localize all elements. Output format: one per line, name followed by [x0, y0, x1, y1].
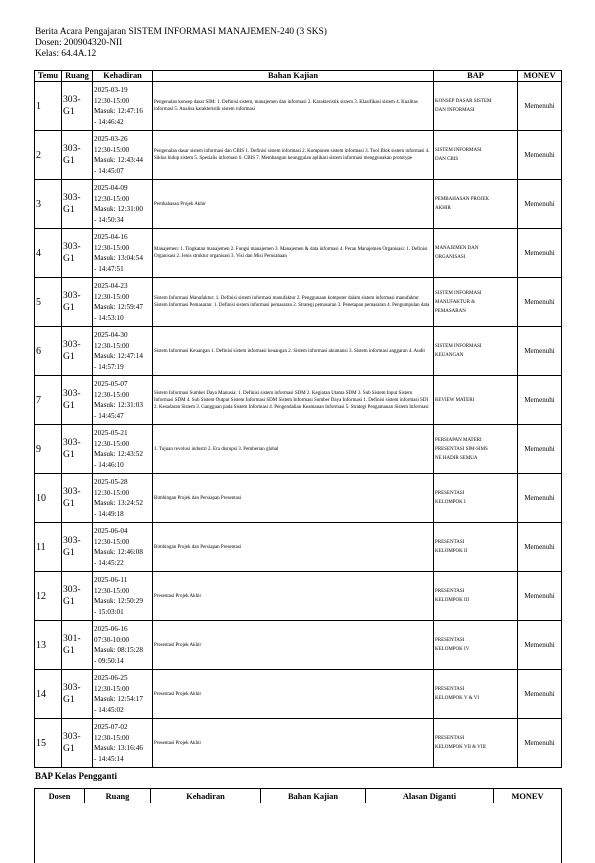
course-material: Presentasi Projek Akhir [153, 670, 434, 719]
course-material: Presentasi Projek Akhir [153, 572, 434, 621]
substitute-header-row [35, 789, 562, 804]
room-cell [62, 719, 93, 768]
attendance-line: 2025-07-02 [94, 723, 128, 731]
room-cell [62, 82, 93, 131]
table-row [35, 327, 562, 376]
attendance-cell [93, 131, 153, 180]
bap-cell [434, 327, 518, 376]
bap-cell [434, 670, 518, 719]
room-line: G1 [63, 400, 75, 411]
monev-status: Memenuhi [518, 82, 562, 131]
attendance-line: Masuk: 12:31:00 [94, 205, 143, 213]
course-material: Pengenalan dasar sistem informasi dan CBIS 1. Definisi sistem informasi 2. Komponen sistem informasi 3. Tool Blok sistem informasi 4. Siklus hidup sistem 5. Spesialis informasi 6. CBIS 7. Membangun keunggulan aplikasi sistem informasi menggunakan prototype [153, 131, 434, 180]
course-material: Bimbingan Projek dan Persiapan Presentasi [153, 474, 434, 523]
attendance-line: - 14:53:10 [94, 313, 124, 322]
bap-line: MANUFAKTUR & [435, 299, 476, 305]
attendance-line: 12:30-15:00 [94, 243, 130, 252]
meeting-number: 1 [35, 82, 62, 131]
attendance-line: - 14:47:51 [94, 264, 124, 273]
attendance-line: Masuk: 12:46:08 [94, 548, 143, 556]
attendance-line: 2025-04-09 [94, 184, 128, 192]
attendance-cell [93, 425, 153, 474]
attendance-line: 12:30-15:00 [94, 586, 130, 595]
bap-line: PEMASARAN [435, 308, 466, 314]
column-header-ruang: Ruang [62, 71, 93, 82]
meeting-number: 14 [35, 670, 62, 719]
attendance-cell [93, 180, 153, 229]
room-cell [62, 523, 93, 572]
table-row [35, 425, 562, 474]
attendance-cell [93, 327, 153, 376]
attendance-cell [93, 670, 153, 719]
monev-status: Memenuhi [518, 474, 562, 523]
room-cell [62, 670, 93, 719]
attendance-cell [93, 376, 153, 425]
attendance-line: Masuk: 12:47:14 [94, 352, 143, 360]
course-material: 1. Tujuan revolusi industri 2. Era disrupsi 3. Pemberian global [153, 425, 434, 474]
meeting-number: 2 [35, 131, 62, 180]
attendance-line: Masuk: 12:59:47 [94, 303, 143, 311]
table-row [35, 229, 562, 278]
attendance-line: - 14:46:42 [94, 117, 124, 126]
meeting-number: 5 [35, 278, 62, 327]
course-material: Bimbingan Projek dan Persiapan Presentasi [153, 523, 434, 572]
room-line: G1 [63, 743, 75, 754]
meeting-number: 9 [35, 425, 62, 474]
attendance-cell [93, 229, 153, 278]
bap-line: KELOMPOK III [435, 598, 470, 603]
attendance-line: 2025-03-26 [94, 135, 128, 143]
room-line: 303- [63, 94, 81, 105]
attendance-cell [93, 278, 153, 327]
attendance-line: - 14:45:14 [94, 754, 124, 763]
table-row [35, 474, 562, 523]
column-header-monev: MONEV [518, 71, 562, 82]
bap-line: PRESENTASI [435, 540, 465, 545]
bap-line: PEMBAHASAN PROJEK [435, 197, 490, 202]
bap-cell [434, 278, 518, 327]
attendance-line: - 09:50:14 [94, 656, 124, 665]
room-cell [62, 327, 93, 376]
sub-column-header-alasan: Alasan Diganti [366, 789, 494, 804]
sub-column-header-monev: MONEV [494, 789, 562, 804]
attendance-line: Masuk: 13:16:46 [94, 744, 143, 752]
attendance-line: Masuk: 12:43:52 [94, 450, 143, 458]
room-line: 303- [63, 535, 81, 546]
room-cell [62, 425, 93, 474]
monev-status: Memenuhi [518, 180, 562, 229]
table-row [35, 131, 562, 180]
bap-line: AKHIR [435, 206, 451, 211]
bap-line: KELOMPOK I [435, 500, 466, 505]
substitute-section-title: BAP Kelas Pengganti [35, 771, 118, 781]
bap-line: KELOMPOK II [435, 549, 468, 554]
lecturer-id: Dosen: 200904320-NII [35, 38, 123, 48]
attendance-line: 12:30-15:00 [94, 733, 130, 742]
bap-cell [434, 131, 518, 180]
table-row [35, 82, 562, 131]
attendance-line: Masuk: 12:47:16 [94, 107, 143, 115]
attendance-line: 12:30-15:00 [94, 488, 130, 497]
bap-line: PRESENTASI [435, 687, 465, 692]
bap-cell [434, 621, 518, 670]
room-line: 303- [63, 143, 81, 154]
meeting-number: 12 [35, 572, 62, 621]
meeting-number: 7 [35, 376, 62, 425]
attendance-line: - 14:45:22 [94, 558, 124, 567]
room-line: G1 [63, 449, 75, 460]
bap-line: SISTEM INFORMASI [435, 290, 482, 296]
bap-line: DAN INFORMASI [435, 108, 475, 113]
attendance-line: 2025-03-19 [94, 86, 128, 94]
room-cell [62, 474, 93, 523]
bap-cell [434, 425, 518, 474]
attendance-line: Masuk: 12:50:29 [94, 597, 143, 605]
attendance-cell [93, 621, 153, 670]
room-line: 301- [63, 633, 81, 644]
attendance-cell [93, 719, 153, 768]
room-line: G1 [63, 498, 75, 509]
bap-line: PRESENTASI [435, 638, 465, 643]
bap-line: KELOMPOK VII & VIII [435, 745, 486, 750]
bap-cell [434, 719, 518, 768]
bap-line: PRESENTASI [435, 736, 465, 741]
table-header-row [35, 71, 562, 82]
meeting-number: 4 [35, 229, 62, 278]
attendance-line: - 14:45:02 [94, 705, 124, 714]
room-line: G1 [63, 547, 75, 558]
attendance-line: Masuk: 12:43:44 [94, 156, 143, 164]
monev-status: Memenuhi [518, 327, 562, 376]
room-line: G1 [63, 204, 75, 215]
course-material: Pengenalan konsep dasar SIM: 1. Definisi sistem, manajemen dan informasi 2. Karakteristik sistem 3. Klasifikasi sistem 4. Kualitas informasi 5. Analisa karakteristik sistem informasi [153, 82, 434, 131]
course-material: Pembahasan Projek Akhir [153, 180, 434, 229]
attendance-line: - 14:49:18 [94, 509, 124, 518]
attendance-line: 2025-04-23 [94, 282, 128, 290]
table-row [35, 376, 562, 425]
room-cell [62, 131, 93, 180]
bap-line: REVIEW MATERI [435, 397, 475, 403]
substitute-empty-row [35, 803, 562, 863]
attendance-line: 2025-05-28 [94, 478, 128, 486]
attendance-cell [93, 523, 153, 572]
bap-cell [434, 180, 518, 229]
table-row [35, 278, 562, 327]
bap-cell [434, 523, 518, 572]
bap-line: KELOMPOK IV [435, 647, 470, 652]
attendance-line: Masuk: 13:24:52 [94, 499, 143, 507]
bap-line: PERSIAPAN MATERI [435, 437, 482, 443]
room-cell [62, 229, 93, 278]
room-line: G1 [63, 302, 75, 313]
table-row [35, 719, 562, 768]
bap-line: KONSEP DASAR SISTEM [435, 99, 492, 104]
sub-column-header-ruang: Ruang [85, 789, 151, 804]
monev-status: Memenuhi [518, 229, 562, 278]
bap-line: ORGANISASI [435, 255, 466, 260]
attendance-line: 12:30-15:00 [94, 341, 130, 350]
bap-line: DAN CBIS [435, 157, 459, 162]
bap-line: KELOMPOK V & VI [435, 696, 480, 701]
column-header-kehadiran: Kehadiran [93, 71, 153, 82]
room-line: 303- [63, 486, 81, 497]
meeting-number: 6 [35, 327, 62, 376]
bap-line: NE HADIR SEMUA [435, 455, 478, 461]
attendance-line: 2025-04-16 [94, 233, 128, 241]
column-header-bahan-kajian: Bahan Kajian [153, 71, 434, 82]
attendance-line: 2025-06-04 [94, 527, 128, 535]
room-cell [62, 180, 93, 229]
document-title: Berita Acara Pengajaran SISTEM INFORMASI MANAJEMEN-240 (3 SKS) [35, 27, 327, 37]
table-row [35, 670, 562, 719]
attendance-line: Masuk: 13:04:54 [94, 254, 143, 262]
monev-status: Memenuhi [518, 376, 562, 425]
course-material: Sistem Informasi Keuangan 1. Definisi sistem informasi keuangan 2. Sistem informasi akuntansi 3. Sistem informasi anggaran 4. Audit [153, 327, 434, 376]
table-row [35, 180, 562, 229]
room-line: G1 [63, 596, 75, 607]
class-code: Kelas: 64.4A.12 [35, 49, 97, 59]
course-material: Manajemen: 1. Tingkatan manajemen 2. Fungsi manajemen 3. Manajemen & data informasi 4. Peran Manajemen Organisasi: 1. Definisi Organisasi 2. Jenis struktur organisasi 3. Visi dan Misi Perusahaan [153, 229, 434, 278]
room-line: G1 [63, 694, 75, 705]
bap-line: SISTEM INFORMASI [435, 344, 482, 349]
monev-status: Memenuhi [518, 523, 562, 572]
attendance-cell [93, 82, 153, 131]
attendance-line: 2025-06-16 [94, 625, 128, 633]
attendance-line: 12:30-15:00 [94, 292, 130, 301]
meeting-number: 13 [35, 621, 62, 670]
room-line: G1 [63, 106, 75, 117]
sub-column-header-dosen: Dosen [35, 789, 85, 804]
attendance-line: 12:30-15:00 [94, 194, 130, 203]
attendance-line: - 14:45:47 [94, 411, 124, 420]
bap-cell [434, 376, 518, 425]
monev-status: Memenuhi [518, 572, 562, 621]
room-line: G1 [63, 645, 75, 656]
attendance-line: - 14:57:19 [94, 362, 124, 371]
room-line: 303- [63, 731, 81, 742]
bap-line: KEUANGAN [435, 353, 464, 358]
room-line: 303- [63, 437, 81, 448]
room-cell [62, 278, 93, 327]
monev-status: Memenuhi [518, 131, 562, 180]
attendance-line: 2025-06-25 [94, 674, 128, 682]
room-line: 303- [63, 584, 81, 595]
room-line: G1 [63, 253, 75, 264]
room-line: G1 [63, 155, 75, 166]
table-row [35, 523, 562, 572]
course-material: Presentasi Projek Akhir [153, 719, 434, 768]
bap-line: SISTEM INFORMASI [435, 148, 482, 153]
attendance-line: 2025-04-30 [94, 331, 128, 339]
table-row [35, 572, 562, 621]
attendance-line: - 14:50:34 [94, 215, 124, 224]
meeting-number: 10 [35, 474, 62, 523]
monev-status: Memenuhi [518, 278, 562, 327]
room-line: 303- [63, 339, 81, 350]
column-header-bap: BAP [434, 71, 518, 82]
room-cell [62, 376, 93, 425]
attendance-line: 2025-05-07 [94, 380, 128, 388]
room-line: 303- [63, 192, 81, 203]
room-line: 303- [63, 290, 81, 301]
meeting-number: 3 [35, 180, 62, 229]
attendance-line: 12:30-15:00 [94, 390, 130, 399]
course-material: Sistem Informasi Manufaktur: 1. Definisi sistem informasi manufaktur 2. Penggunaan komputer dalam sistem informasi manufaktur Sistem Informasi Pemasaran: 1. Definisi sistem informasi pemasaran 2. Strategi pemasaran 3. Penetapan pemasaran 4. Pengumpulan data [153, 278, 434, 327]
attendance-line: - 14:46:10 [94, 460, 124, 469]
attendance-cell [93, 474, 153, 523]
attendance-line: 12:30-15:00 [94, 145, 130, 154]
meeting-number: 11 [35, 523, 62, 572]
bap-line: MANAJEMEN DAN [435, 246, 479, 251]
room-line: 303- [63, 682, 81, 693]
bap-cell [434, 82, 518, 131]
meeting-number: 15 [35, 719, 62, 768]
course-material: Presentasi Projek Akhir [153, 621, 434, 670]
monev-status: Memenuhi [518, 425, 562, 474]
bap-cell [434, 572, 518, 621]
room-line: 303- [63, 388, 81, 399]
substitute-class-table [34, 788, 562, 863]
bap-cell [434, 229, 518, 278]
substitute-empty-cell [35, 803, 562, 863]
attendance-line: 12:30-15:00 [94, 537, 130, 546]
sub-column-header-bahan-kajian: Bahan Kajian [261, 789, 366, 804]
attendance-line: - 14:45:07 [94, 166, 124, 175]
attendance-line: - 15:03:01 [94, 607, 124, 616]
room-line: G1 [63, 351, 75, 362]
bap-line: PRESENTASI SIM-SIMS [435, 446, 488, 452]
room-cell [62, 572, 93, 621]
room-line: 303- [63, 241, 81, 252]
attendance-line: 07:30-10:00 [94, 635, 130, 644]
sub-column-header-kehadiran: Kehadiran [151, 789, 261, 804]
lecture-report-table [34, 70, 562, 768]
attendance-line: 12:30-15:00 [94, 96, 130, 105]
attendance-line: Masuk: 12:54:17 [94, 695, 143, 703]
monev-status: Memenuhi [518, 670, 562, 719]
monev-status: Memenuhi [518, 719, 562, 768]
attendance-line: Masuk: 12:31:03 [94, 401, 143, 409]
column-header-temu: Temu [35, 71, 62, 82]
monev-status: Memenuhi [518, 621, 562, 670]
bap-line: PRESENTASI [435, 589, 465, 594]
room-cell [62, 621, 93, 670]
attendance-line: Masuk: 08:15:28 [94, 646, 143, 654]
bap-cell [434, 474, 518, 523]
attendance-line: 2025-06-11 [94, 576, 128, 584]
course-material: Sistem Informasi Sumber Daya Manusia: 1. Definisi sistem informasi SDM 2. Kegiatan Utama SDM 3. Sub Sistem Input Sistem Informasi SDM 4. Sub Sistem Output Sistem Informasi SDM Sistem Informasi Sumber Daya Informasi 1. Definisi sistem informasi SDI 2. Kesadaran Sistem 3. Gangguan pada Sistem Informasi 4. Pengendalian Keamanan Informasi 5. Strategi Pengamanan Sistem Informasi [153, 376, 434, 425]
attendance-cell [93, 572, 153, 621]
table-row [35, 621, 562, 670]
attendance-line: 12:30-15:00 [94, 439, 130, 448]
attendance-line: 12:30-15:00 [94, 684, 130, 693]
attendance-line: 2025-05-21 [94, 429, 128, 437]
bap-line: PRESENTASI [435, 491, 465, 496]
